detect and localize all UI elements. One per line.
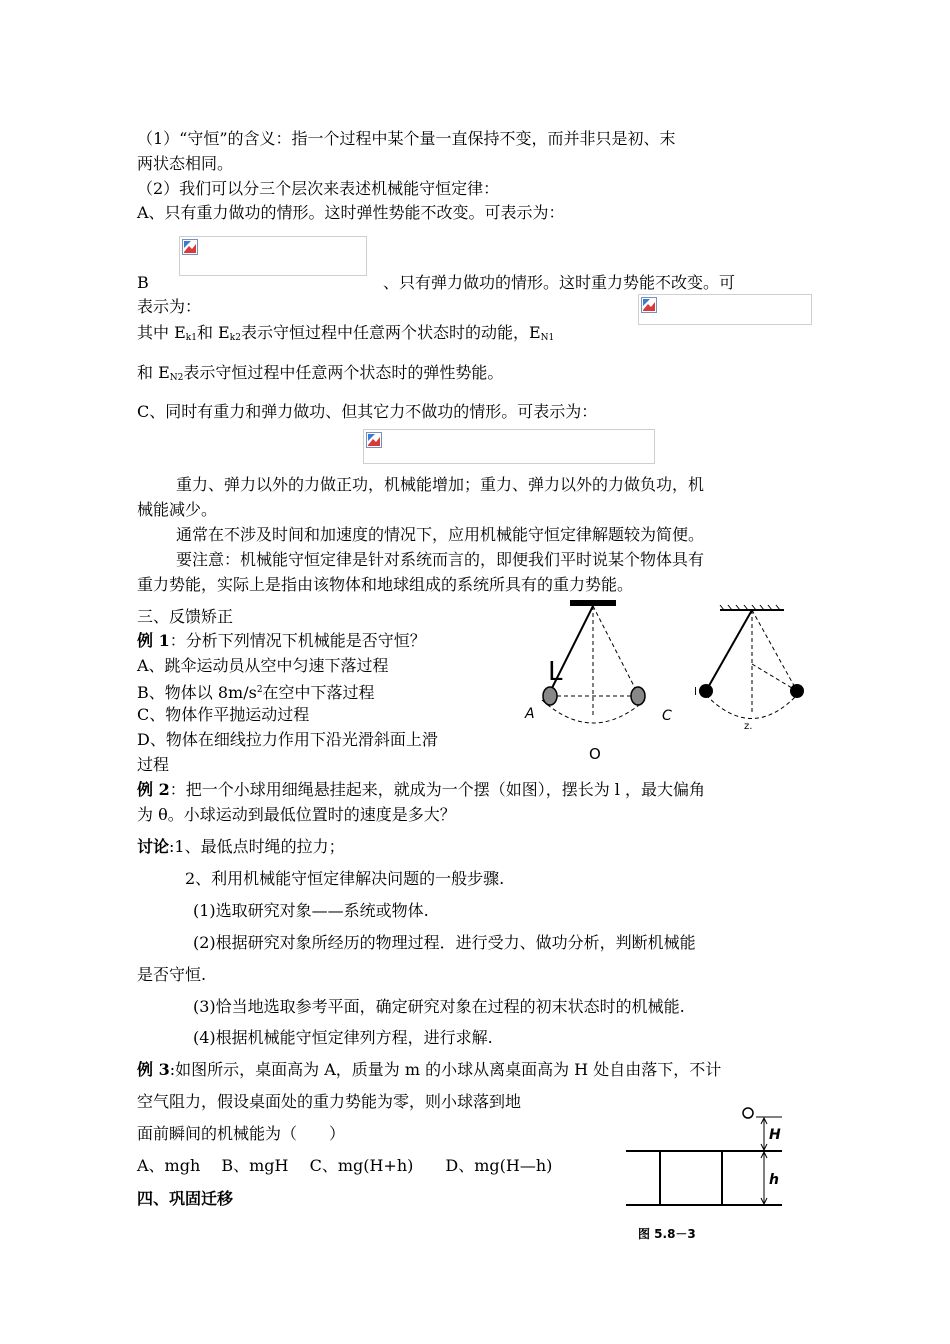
section-heading: 三、反馈矫正 (137, 607, 234, 626)
text-line: 例 3:如图所示，桌面高为 A，质量为 m 的小球从离桌面高为 H 处自由落下，不计 (137, 1060, 722, 1079)
broken-image-icon (182, 239, 198, 255)
falling-ball (743, 1108, 753, 1118)
label-z: z. (744, 721, 753, 732)
pendulum-ball-left (543, 687, 557, 705)
formula-image-b (638, 294, 812, 325)
text-line: 过程 (137, 755, 170, 774)
text-line: C、物体作平抛运动过程 (137, 705, 310, 724)
label-L: L (548, 657, 563, 687)
label-H: H (769, 1127, 781, 1143)
text-line: 2、利用机械能守恒定律解决问题的一般步骤. (185, 869, 505, 888)
text-line: A、只有重力做功的情形。这时弹性势能不改变。可表示为： (137, 203, 565, 222)
text-line: (1)选取研究对象——系统或物体. (193, 901, 429, 920)
text-line: 械能减少。 (137, 500, 218, 519)
figure-caption: 图 5.8－3 (638, 1227, 696, 1241)
text-line: 是否守恒. (137, 965, 207, 984)
text-line: （1）“守恒”的含义：指一个过程中某个量一直保持不变，而并非只是初、末 (137, 129, 676, 148)
text-line: 通常在不涉及时间和加速度的情况下，应用机械能守恒定律解题较为简便。 (176, 525, 705, 544)
text-line: B、物体以 $8m/s^2$在空中下落过程 (137, 683, 375, 702)
text-line: 重力、弹力以外的力做正功，机械能增加；重力、弹力以外的力做负功，机 (176, 475, 705, 494)
text-line: C、同时有重力和弹力做功、但其它力不做功的情形。可表示为： (137, 402, 598, 421)
text-line: D、物体在细线拉力作用下沿光滑斜面上滑 (137, 730, 438, 749)
text-line: 、只有弹力做功的情形。这时重力势能不改变。可 (383, 273, 736, 292)
text-line: 面前瞬间的机械能为（ ） (137, 1124, 346, 1143)
label-l: l (694, 685, 698, 698)
text-line: (3)恰当地选取参考平面，确定研究对象在过程的初末状态时的机械能. (193, 997, 685, 1016)
text-line: 其中 $E_{k1}$和 $E_{k2}$表示守恒过程中任意两个状态时的动能，$E_{N1}$ (137, 323, 555, 343)
text-line: 重力势能，实际上是指由该物体和地球组成的系统所具有的重力势能。 (137, 575, 634, 594)
text-line: (4)根据机械能守恒定律列方程，进行求解. (193, 1028, 493, 1047)
pendulum-figure-2 (692, 602, 817, 734)
label-A: A (525, 706, 535, 722)
ceiling-bar (570, 600, 616, 606)
pendulum-figure-1 (520, 596, 700, 766)
broken-image-icon (366, 432, 382, 448)
pendulum-string (706, 610, 752, 691)
text-line: 要注意：机械能守恒定律是针对系统而言的，即便我们平时说某个物体具有 (176, 550, 705, 569)
text-line: 表示为： (137, 297, 202, 316)
section-heading: 四、巩固迁移 (137, 1189, 234, 1208)
text-line: (2)根据研究对象所经历的物理过程．进行受力、做功分析，判断机械能 (193, 933, 696, 952)
text-line: A、跳伞运动员从空中匀速下落过程 (137, 656, 389, 675)
pendulum-ball-right (790, 684, 804, 698)
pendulum-ball-left (699, 684, 713, 698)
label-C: C (662, 708, 672, 724)
text-line: （2）我们可以分三个层次来表述机械能守恒定律： (137, 179, 500, 198)
text-line: 例 2：把一个小球用细绳悬挂起来，就成为一个摆（如图），摆长为 l ，最大偏角 (137, 780, 706, 799)
formula-image-a (179, 236, 367, 276)
broken-image-icon (641, 297, 657, 313)
text-line: 为 θ。小球运动到最低位置时的速度是多大？ (137, 805, 456, 824)
answer-options: A、mgh B、mgH C、mg(H+h) D、mg(H—h) (137, 1156, 553, 1175)
table-height-figure (622, 1105, 792, 1245)
text-line: 空气阻力，假设桌面处的重力势能为零，则小球落到地 (137, 1092, 522, 1111)
text-line: 讨论:1、最低点时绳的拉力； (137, 837, 345, 856)
label-O: O (589, 745, 601, 763)
text-line: 和 $E_{N2}$表示守恒过程中任意两个状态时的弹性势能。 (137, 363, 504, 383)
formula-image-c (363, 429, 655, 464)
pendulum-ball-right (631, 687, 645, 705)
text-line: B (137, 273, 149, 292)
text-line: 例 1：分析下列情况下机械能是否守恒？ (137, 631, 426, 650)
label-h: h (769, 1172, 779, 1188)
text-line: 两状态相同。 (137, 154, 234, 173)
